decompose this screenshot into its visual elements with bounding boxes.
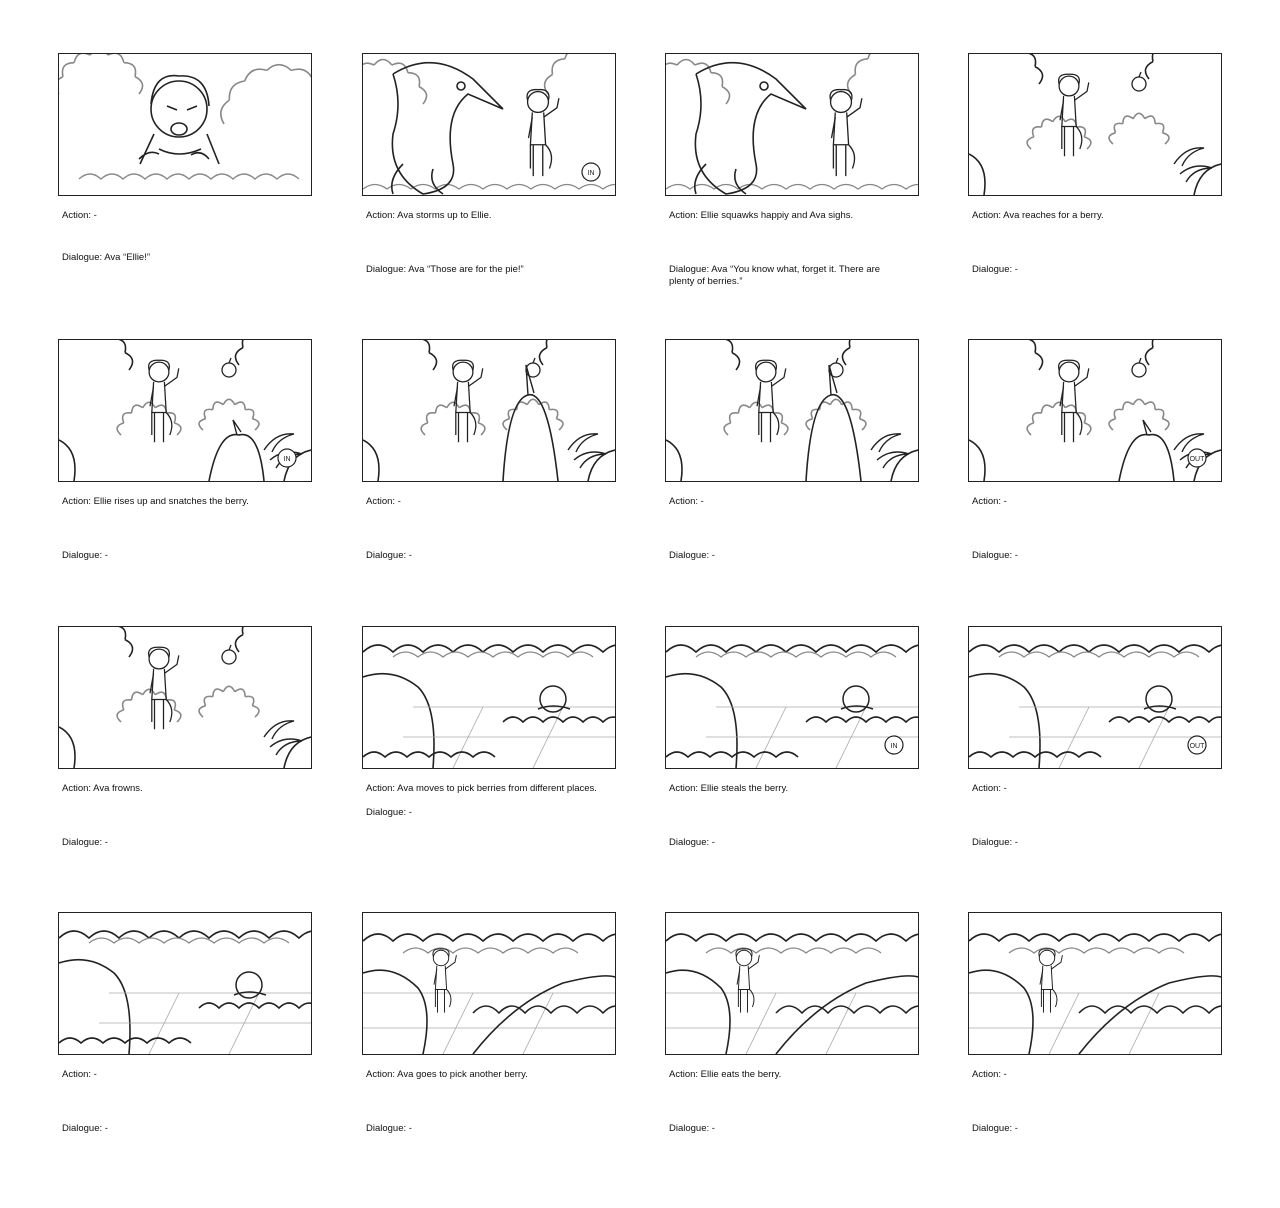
panel-dialogue-text: Dialogue: -	[972, 264, 1018, 275]
panel-action-text: Action: -	[972, 783, 1007, 794]
panel-action-text: Action: Ava reaches for a berry.	[972, 210, 1104, 221]
panel-sketch-illustration	[363, 54, 615, 195]
panel-sketch-illustration	[363, 340, 615, 481]
panel-drawing	[968, 912, 1222, 1055]
panel-sketch-illustration	[363, 627, 615, 768]
storyboard-panel	[58, 53, 312, 263]
panel-dialogue-text: Dialogue: -	[972, 1123, 1018, 1134]
panel-sketch-illustration	[59, 340, 311, 481]
panel-sketch-illustration	[969, 340, 1221, 481]
panel-action-text: Action: Ellie squawks happiy and Ava sighs.	[669, 210, 854, 221]
panel-dialogue-text: Dialogue: Ava “Those are for the pie!”	[366, 264, 524, 275]
storyboard-panel	[362, 53, 616, 275]
panel-action-text: Action: -	[366, 496, 401, 507]
svg-text:OUT: OUT	[1189, 456, 1205, 463]
panel-dialogue-text: Dialogue: -	[972, 550, 1018, 561]
storyboard-panel	[665, 339, 919, 561]
storyboard-panel	[58, 912, 312, 1134]
panel-drawing	[58, 339, 312, 482]
panel-drawing	[362, 339, 616, 482]
panel-dialogue-text: Dialogue: -	[62, 837, 108, 848]
panel-drawing	[362, 53, 616, 196]
storyboard-panel	[968, 912, 1222, 1134]
panel-sketch-illustration	[969, 627, 1221, 768]
panel-drawing	[362, 912, 616, 1055]
panel-sketch-illustration	[666, 627, 918, 768]
panel-action-text: Action: Ava frowns.	[62, 783, 143, 794]
panel-sketch-illustration	[59, 913, 311, 1054]
storyboard-panel	[968, 53, 1222, 275]
panel-drawing	[58, 53, 312, 196]
panel-action-text: Action: -	[972, 1069, 1007, 1080]
storyboard-panel	[58, 339, 312, 561]
panel-drawing	[665, 339, 919, 482]
panel-sketch-illustration	[969, 54, 1221, 195]
storyboard-panel	[362, 912, 616, 1134]
panel-action-text: Action: Ellie rises up and snatches the berry.	[62, 496, 249, 507]
panel-drawing	[665, 53, 919, 196]
storyboard-panel	[968, 339, 1222, 561]
panel-drawing	[58, 626, 312, 769]
svg-text:IN: IN	[890, 743, 898, 750]
svg-text:OUT: OUT	[1189, 743, 1205, 750]
panel-action-text: Action: -	[669, 496, 704, 507]
panel-dialogue-text: Dialogue: Ava “Ellie!”	[62, 252, 151, 263]
panel-dialogue-text: Dialogue: -	[62, 1123, 108, 1134]
panel-action-text: Action: Ellie steals the berry.	[669, 783, 789, 794]
panel-dialogue-text: Dialogue: -	[366, 1123, 412, 1134]
storyboard-panel	[665, 53, 919, 287]
panel-drawing	[968, 626, 1222, 769]
panel-drawing	[968, 339, 1222, 482]
panel-drawing	[665, 912, 919, 1055]
panel-dialogue-text: Dialogue: -	[669, 1123, 715, 1134]
storyboard-panel	[968, 626, 1222, 848]
panel-dialogue-text: Dialogue: -	[366, 550, 412, 561]
panel-action-text: Action: Ava storms up to Ellie.	[366, 210, 492, 221]
panel-sketch-illustration	[666, 340, 918, 481]
panel-drawing	[968, 53, 1222, 196]
panel-action-text: Action: Ellie eats the berry.	[669, 1069, 782, 1080]
panel-dialogue-text: Dialogue: -	[669, 837, 715, 848]
svg-text:IN: IN	[587, 170, 595, 177]
storyboard-panel	[362, 339, 616, 561]
panel-action-text: Action: Ava goes to pick another berry.	[366, 1069, 528, 1080]
panel-action-text: Action: -	[62, 1069, 97, 1080]
panel-sketch-illustration	[969, 913, 1221, 1054]
panel-sketch-illustration	[363, 913, 615, 1054]
panel-dialogue-text: Dialogue: Ava “You know what, forget it. There are plenty of berries.”	[669, 264, 881, 287]
panel-sketch-illustration	[666, 54, 918, 195]
svg-text:IN: IN	[283, 456, 291, 463]
panel-dialogue-text: Dialogue: -	[62, 550, 108, 561]
storyboard-panel	[665, 912, 919, 1134]
panel-sketch-illustration	[666, 913, 918, 1054]
panel-action-text: Action: Ava moves to pick berries from different places.	[366, 783, 597, 794]
storyboard-panel	[665, 626, 919, 848]
storyboard-panel	[58, 626, 312, 848]
panel-drawing	[58, 912, 312, 1055]
panel-dialogue-text: Dialogue: -	[669, 550, 715, 561]
storyboard-panel	[362, 626, 616, 818]
panel-action-text: Action: -	[972, 496, 1007, 507]
panel-action-text: Action: -	[62, 210, 97, 221]
panel-drawing	[362, 626, 616, 769]
panel-sketch-illustration	[59, 54, 311, 195]
panel-drawing	[665, 626, 919, 769]
panel-dialogue-text: Dialogue: -	[972, 837, 1018, 848]
panel-dialogue-text: Dialogue: -	[366, 807, 412, 818]
panel-sketch-illustration	[59, 627, 311, 768]
